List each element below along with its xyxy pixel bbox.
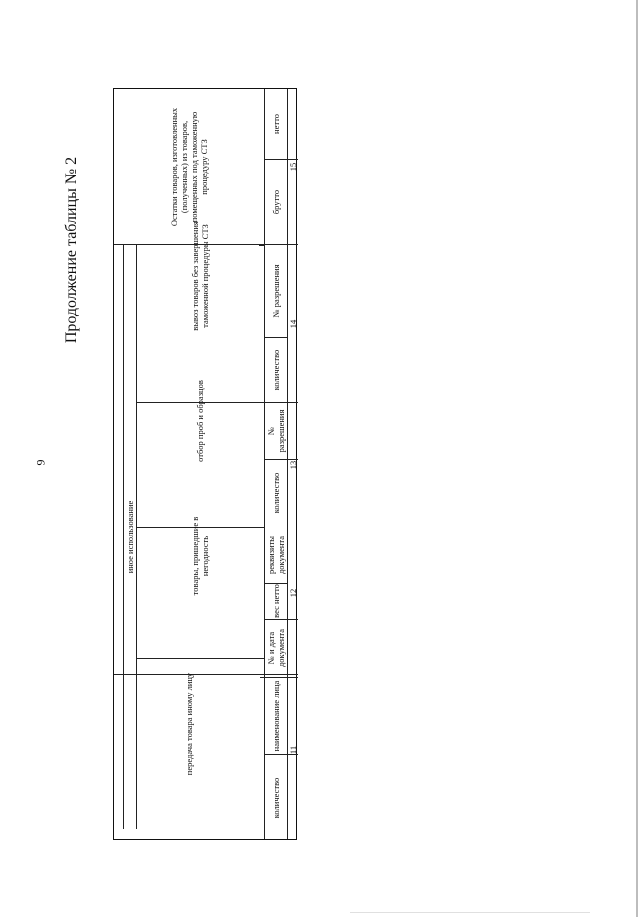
col-number-14 bbox=[287, 245, 298, 402]
continuation-title bbox=[62, 150, 82, 350]
remains-net bbox=[264, 89, 287, 159]
export-quantity bbox=[264, 337, 287, 402]
samples-header bbox=[136, 379, 264, 527]
transfer-quantity bbox=[264, 754, 287, 841]
remains-header-text: Остатки товаров, изготовленных (полученных) из товаров, помещенных под таможенную процедуру СТЗ bbox=[169, 107, 209, 226]
col-number-13 bbox=[287, 402, 298, 527]
col-number-15 bbox=[287, 89, 298, 244]
transfer-header-text: передача товара иному лицу bbox=[184, 672, 194, 776]
samples-header-text: отбор проб и образцов bbox=[195, 379, 205, 462]
remains-gross bbox=[264, 159, 287, 244]
unusable-doc-text: реквизиты документа bbox=[265, 535, 286, 575]
export-quantity-text: количество bbox=[270, 349, 281, 390]
unusable-header bbox=[136, 516, 264, 658]
col-separator bbox=[136, 658, 264, 659]
export-permit-text: № разрешения bbox=[270, 264, 281, 318]
export-header bbox=[136, 221, 264, 402]
transfer-doc bbox=[264, 619, 287, 677]
samples-quantity-text: количество bbox=[270, 472, 281, 514]
unusable-weight bbox=[264, 583, 287, 619]
export-header-text: вывоз товаров без завершения таможенной процедуры СТЗ bbox=[190, 221, 210, 332]
transfer-doc-text: № и дата документа bbox=[265, 629, 286, 668]
page-number: 9 bbox=[33, 459, 48, 466]
col-number-12-text: 12 bbox=[287, 588, 298, 597]
col-number-14-text: 14 bbox=[287, 319, 298, 328]
unusable-header-text: товары, пришедшие в негодность bbox=[190, 516, 210, 596]
samples-quantity bbox=[264, 459, 287, 527]
col-number-13-text: 13 bbox=[287, 460, 298, 469]
scan-mark bbox=[350, 912, 590, 913]
samples-permit-text: № разрешения bbox=[265, 409, 286, 452]
transfer-name-text: наименование лица bbox=[270, 680, 281, 751]
scan-edge bbox=[636, 0, 638, 917]
transfer-header bbox=[114, 674, 264, 841]
unusable-doc bbox=[264, 527, 287, 583]
other-use-group-text: иное использование bbox=[124, 500, 135, 573]
unusable-weight-text: вес нетто bbox=[270, 584, 281, 618]
export-permit bbox=[264, 245, 287, 337]
continuation-title-text: Продолжение таблицы № 2 bbox=[63, 156, 80, 344]
col-number-12 bbox=[287, 527, 298, 658]
data-table bbox=[113, 88, 297, 840]
transfer-name bbox=[264, 677, 287, 754]
col-number-11 bbox=[287, 658, 298, 841]
col-number-15-text: 15 bbox=[287, 162, 298, 171]
col-number-11-text: 11 bbox=[287, 745, 298, 754]
remains-net-text: нетто bbox=[270, 114, 281, 134]
samples-permit bbox=[264, 402, 287, 459]
remains-gross-text: брутто bbox=[270, 189, 281, 214]
remains-header bbox=[114, 89, 264, 244]
transfer-quantity-text: количество bbox=[270, 777, 281, 818]
